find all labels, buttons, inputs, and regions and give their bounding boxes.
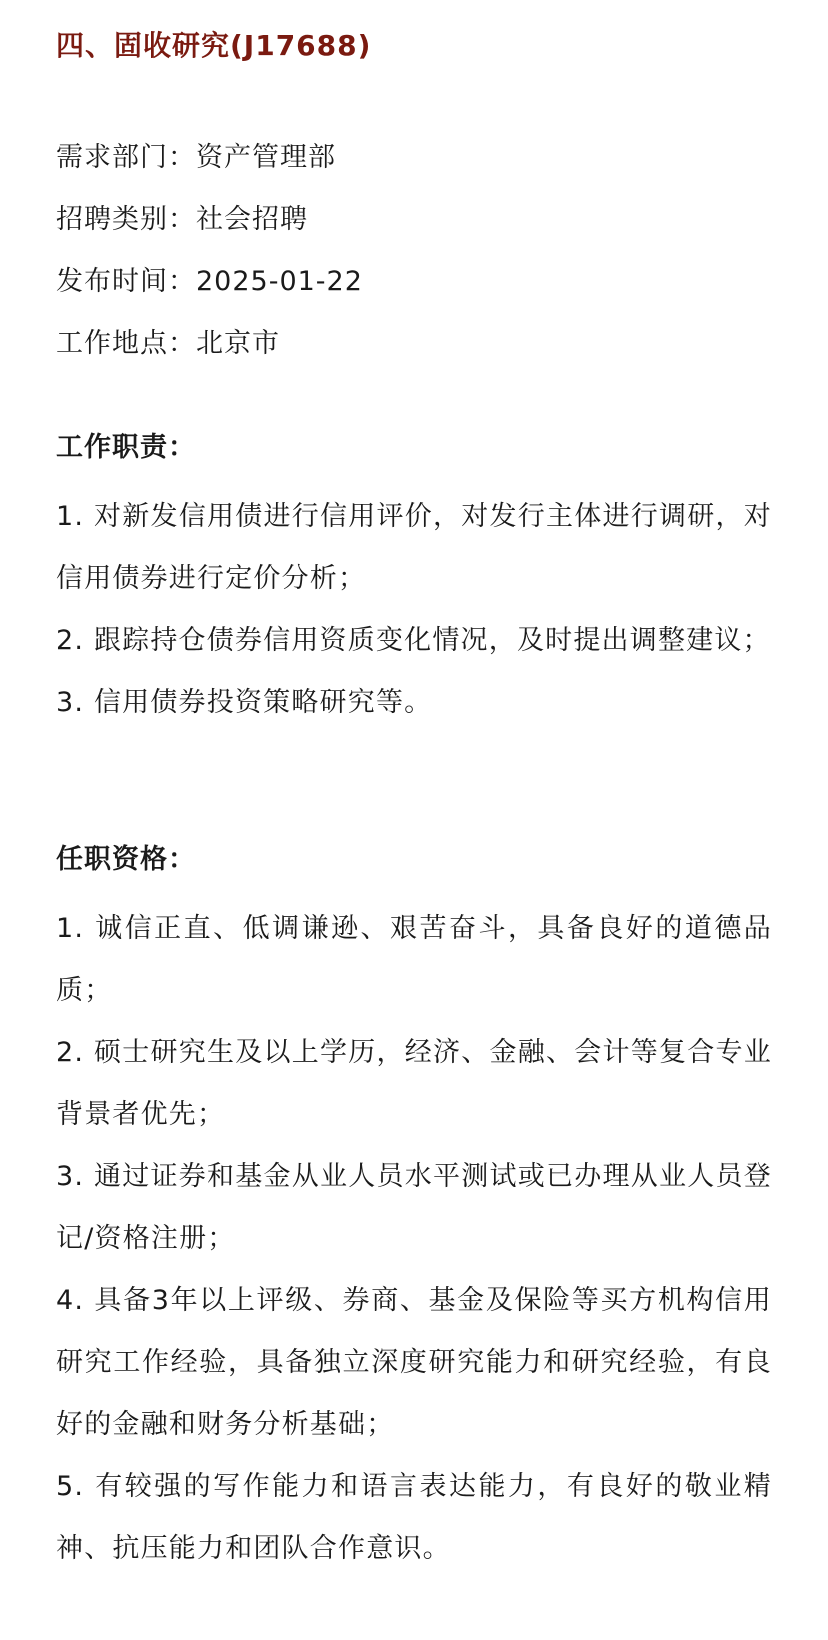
meta-label: 发布时间： [56, 266, 196, 297]
meta-category [56, 200, 772, 262]
qualification-item: 5. 有较强的写作能力和语言表达能力，有良好的敬业精神、抗压能力和团队合作意识。 [56, 1471, 772, 1564]
meta-label: 招聘类别： [56, 204, 196, 235]
meta-location [56, 324, 772, 386]
duty-item: 2. 跟踪持仓债券信用资质变化情况，及时提出调整建议； [56, 625, 771, 656]
section-title: 四、固收研究(J17688) [56, 29, 372, 62]
qualification-item: 1. 诚信正直、低调谦逊、艰苦奋斗，具备良好的道德品质； [56, 913, 772, 1006]
duty-item: 3. 信用债券投资策略研究等。 [56, 687, 433, 718]
qualification-item: 2. 硕士研究生及以上学历，经济、金融、会计等复合专业背景者优先； [56, 1037, 772, 1130]
qualifications-heading: 任职资格： [56, 844, 196, 875]
meta-label: 需求部门： [56, 142, 196, 173]
meta-department [56, 138, 772, 200]
meta-value: 北京市 [196, 328, 280, 359]
meta-label: 工作地点： [56, 328, 196, 359]
qualification-item: 4. 具备3年以上评级、券商、基金及保险等买方机构信用研究工作经验，具备独立深度研究能力和研究经验，有良好的金融和财务分析基础； [56, 1285, 772, 1440]
duties-heading: 工作职责： [56, 432, 196, 463]
duty-item: 1. 对新发信用债进行信用评价，对发行主体进行调研，对信用债券进行定价分析； [56, 501, 772, 594]
meta-value: 资产管理部 [196, 142, 336, 173]
duties-section [56, 428, 772, 734]
meta-value: 社会招聘 [196, 204, 308, 235]
job-meta [56, 138, 772, 386]
qualification-item: 3. 通过证券和基金从业人员水平测试或已办理从业人员登记/资格注册； [56, 1161, 772, 1254]
qualifications-section [56, 840, 772, 1580]
meta-publish-date [56, 262, 772, 324]
meta-value: 2025-01-22 [196, 266, 363, 297]
